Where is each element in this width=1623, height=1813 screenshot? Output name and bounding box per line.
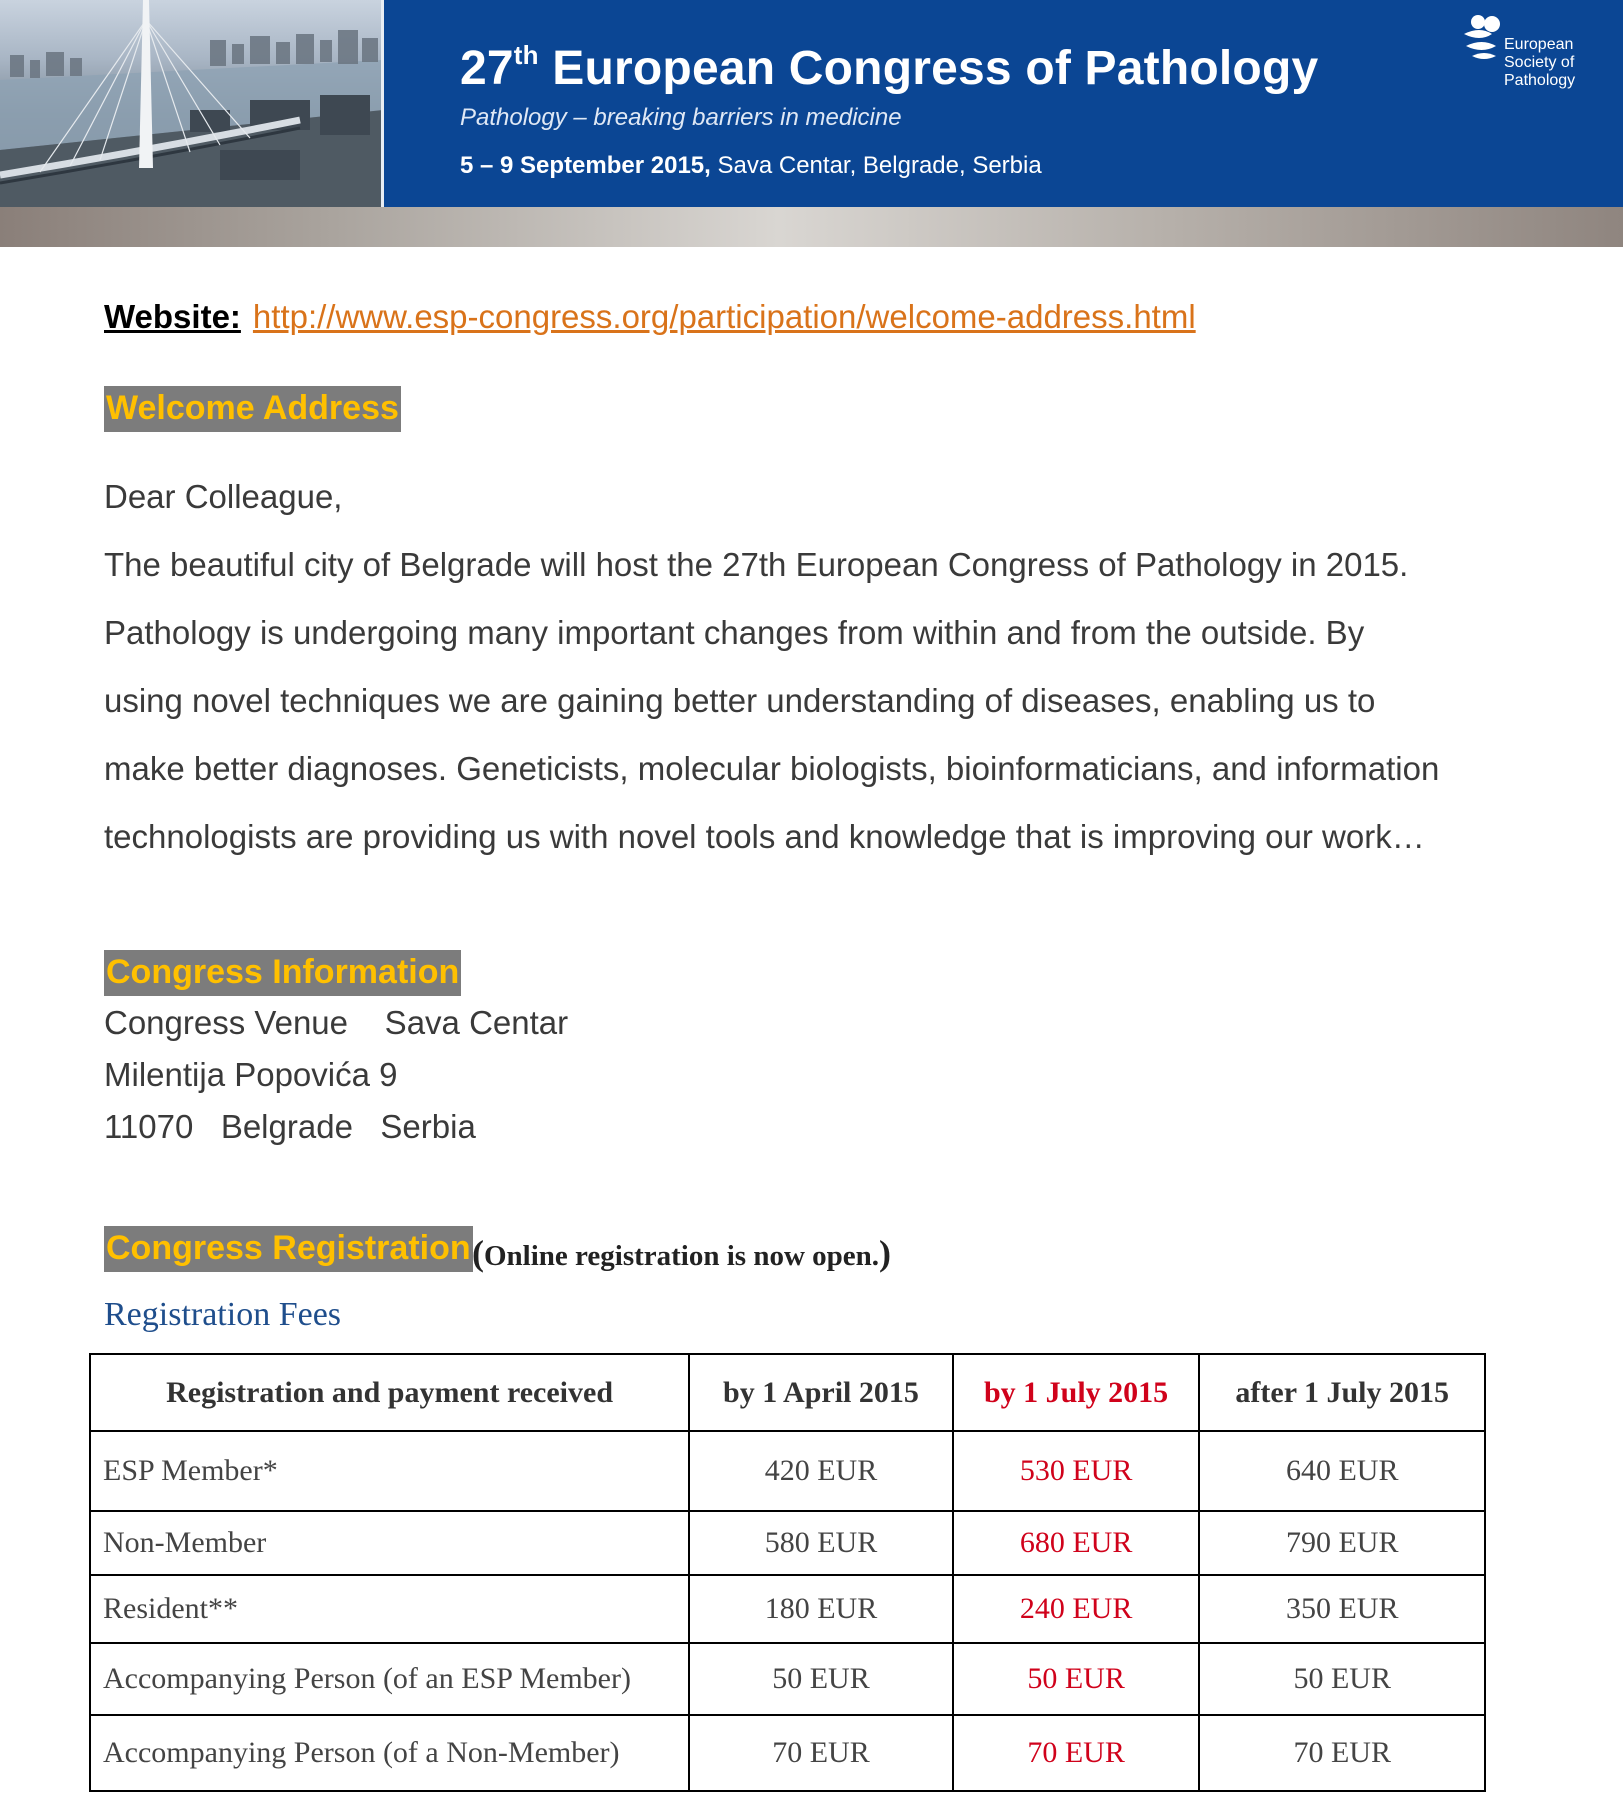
- table-cell: 680 EUR: [953, 1511, 1200, 1575]
- table-cell: 790 EUR: [1199, 1511, 1485, 1575]
- welcome-paragraph-line: using novel techniques we are gaining better understanding of diseases, enabling us to: [104, 682, 1376, 719]
- column-header: by 1 April 2015: [689, 1354, 953, 1431]
- table-cell: 420 EUR: [689, 1431, 953, 1511]
- esp-logo-text: European Society of Pathology: [1504, 36, 1576, 89]
- venue-line: Congress Venue Sava Centar: [104, 1004, 569, 1041]
- table-cell: Non-Member: [90, 1511, 689, 1575]
- column-header: by 1 July 2015: [953, 1354, 1200, 1431]
- address-street: Milentija Popovića 9: [104, 1056, 398, 1093]
- banner-divider: [381, 0, 384, 207]
- column-header: after 1 July 2015: [1199, 1354, 1485, 1431]
- table-cell: 70 EUR: [953, 1715, 1200, 1791]
- welcome-paragraph-line: make better diagnoses. Geneticists, molecular biologists, bioinformaticians, and information: [104, 750, 1440, 787]
- table-cell: 70 EUR: [689, 1715, 953, 1791]
- address-city: 11070 Belgrade Serbia: [104, 1108, 476, 1145]
- esp-logo: [1462, 10, 1612, 100]
- congress-registration-heading: Congress Registration: [104, 1226, 473, 1272]
- welcome-address-heading: Welcome Address: [104, 386, 401, 432]
- table-cell: ESP Member*: [90, 1431, 689, 1511]
- table-cell: Accompanying Person (of a Non-Member): [90, 1715, 689, 1791]
- website-link[interactable]: http://www.esp-congress.org/participation/welcome-address.html: [252, 298, 1196, 335]
- table-header-row: [90, 1354, 1485, 1431]
- congress-dates: 5 – 9 September 2015, Sava Centar, Belgrade, Serbia: [460, 152, 1042, 179]
- table-cell: Accompanying Person (of an ESP Member): [90, 1643, 689, 1715]
- table-row: [90, 1431, 1485, 1511]
- belgrade-city-photo: [0, 0, 383, 207]
- header-banner: [0, 0, 1623, 207]
- congress-subtitle: Pathology – breaking barriers in medicine: [460, 104, 902, 131]
- table-cell: 50 EUR: [953, 1643, 1200, 1715]
- welcome-paragraph-line: Pathology is undergoing many important changes from within and from the outside. By: [104, 614, 1365, 651]
- welcome-paragraph-line: The beautiful city of Belgrade will host the 27th European Congress of Pathology in 2015.: [104, 546, 1409, 583]
- registration-open-note: (Online registration is now open.): [472, 1233, 892, 1273]
- table-cell: 580 EUR: [689, 1511, 953, 1575]
- congress-information-heading: Congress Information: [104, 950, 461, 996]
- table-row: [90, 1715, 1485, 1791]
- column-header: Registration and payment received: [90, 1354, 689, 1431]
- website-label: Website:: [104, 298, 241, 335]
- table-cell: 180 EUR: [689, 1575, 953, 1643]
- congress-title: 27th European Congress of Pathology: [460, 40, 1319, 95]
- greeting-text: Dear Colleague,: [104, 478, 343, 515]
- table-cell: Resident**: [90, 1575, 689, 1643]
- table-cell: 50 EUR: [689, 1643, 953, 1715]
- table-cell: 640 EUR: [1199, 1431, 1485, 1511]
- table-cell: 350 EUR: [1199, 1575, 1485, 1643]
- table-row: [90, 1511, 1485, 1575]
- table-row: [90, 1643, 1485, 1715]
- registration-fees-table: [89, 1353, 1486, 1792]
- table-cell: 70 EUR: [1199, 1715, 1485, 1791]
- table-cell: 240 EUR: [953, 1575, 1200, 1643]
- welcome-paragraph-line: technologists are providing us with novel tools and knowledge that is improving our work…: [104, 818, 1425, 855]
- table-cell: 50 EUR: [1199, 1643, 1485, 1715]
- registration-fees-title: Registration Fees: [104, 1296, 342, 1333]
- table-cell: 530 EUR: [953, 1431, 1200, 1511]
- esp-logo-icon: [1462, 12, 1502, 68]
- city-skyline-image: [0, 0, 383, 207]
- table-row: [90, 1575, 1485, 1643]
- banner-decorative-strip: [0, 207, 1623, 247]
- website-line: [104, 298, 1196, 336]
